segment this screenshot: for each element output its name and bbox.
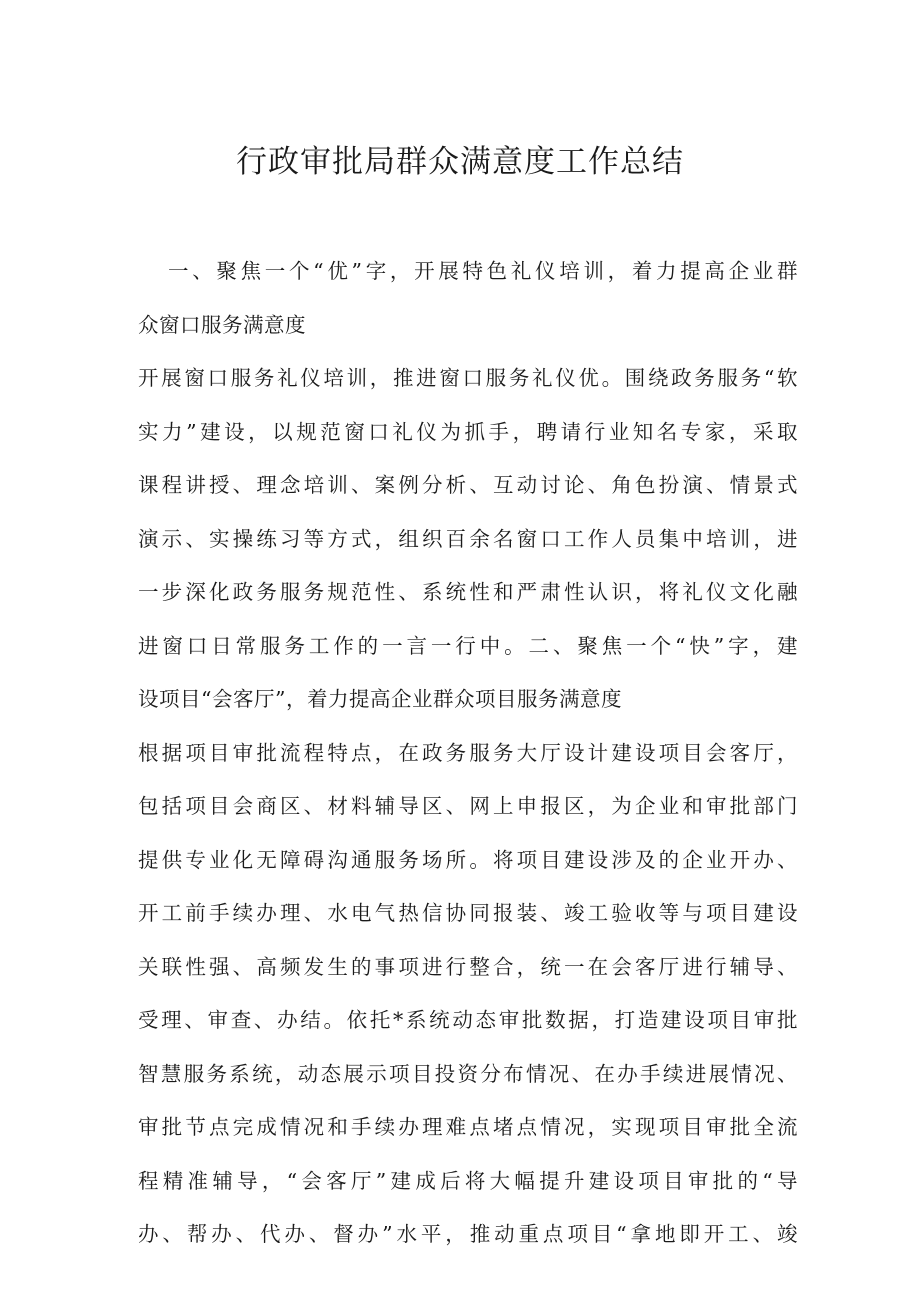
- document-body: [138, 245, 798, 1262]
- section-heading-line: 众窗口服务满意度: [138, 312, 306, 337]
- paragraph-line: 审批节点完成情况和手续办理难点堵点情况，实现项目审批全流: [138, 1115, 798, 1139]
- paragraph-line: 演示、实操练习等方式，组织百余名窗口工作人员集中培训，进: [138, 526, 798, 551]
- paragraph-line: 开工前手续办理、水电气热信协同报装、竣工验收等与项目建设: [138, 901, 798, 925]
- paragraph-line: 关联性强、高频发生的事项进行整合，统一在会客厅进行辅导、: [138, 954, 798, 979]
- paragraph-line: 程精准辅导，“会客厅”建成后将大幅提升建设项目审批的“导: [138, 1168, 798, 1193]
- paragraph-line: 实力”建设，以规范窗口礼仪为抓手，聘请行业知名专家，采取: [138, 419, 798, 444]
- paragraph-line: 开展窗口服务礼仪培训，推进窗口服务礼仪优。围绕政务服务“软: [138, 366, 798, 390]
- paragraph-line: 一步深化政务服务规范性、系统性和严肃性认识，将礼仪文化融: [138, 580, 798, 604]
- document-title: 行政审批局群众满意度工作总结: [236, 144, 684, 180]
- paragraph-line: 智慧服务系统，动态展示项目投资分布情况、在办手续进展情况、: [138, 1061, 798, 1086]
- paragraph-line: 课程讲授、理念培训、案例分析、互动讨论、角色扮演、情景式: [138, 473, 798, 497]
- section-heading-line: 设项目“会客厅”，着力提高企业群众项目服务满意度: [138, 687, 622, 711]
- section-heading-line: 一、聚焦一个“优”字，开展特色礼仪培训，着力提高企业群: [168, 259, 798, 283]
- paragraph-line: 根据项目审批流程特点，在政务服务大厅设计建设项目会客厅，: [138, 740, 798, 765]
- paragraph-line: 受理、审查、办结。依托*系统动态审批数据，打造建设项目审批: [138, 1008, 798, 1032]
- paragraph-line: 办、帮办、代办、督办”水平，推动重点项目“拿地即开工、竣: [138, 1222, 798, 1246]
- paragraph-line: 包括项目会商区、材料辅导区、网上申报区，为企业和审批部门: [138, 794, 798, 818]
- paragraph-line: 进窗口日常服务工作的一言一行中。二、聚焦一个“快”字，建: [138, 633, 798, 658]
- paragraph-line: 提供专业化无障碍沟通服务场所。将项目建设涉及的企业开办、: [138, 847, 798, 872]
